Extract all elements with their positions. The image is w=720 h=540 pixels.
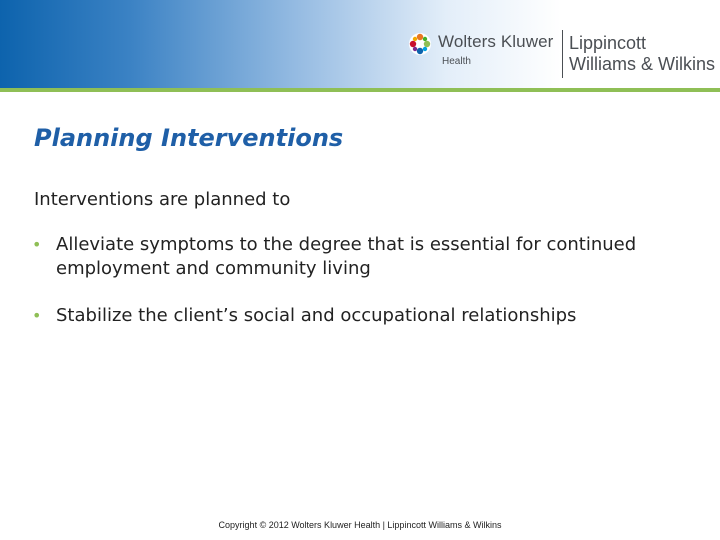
header-rule (0, 88, 720, 92)
bullet-dot-icon: • (32, 235, 42, 254)
slide-title: Planning Interventions (34, 124, 344, 152)
intro-text: Interventions are planned to (34, 189, 291, 210)
bullet-item (32, 304, 712, 328)
bullet-text: Alleviate symptoms to the degree that is essential for continued employment and community living (56, 234, 637, 279)
bullet-text: Stabilize the client’s social and occupational relationships (56, 305, 577, 326)
brand-subtitle: Health (442, 56, 471, 67)
brand-divider (562, 30, 563, 78)
bullet-dot-icon: • (32, 306, 42, 325)
wolters-kluwer-logo-icon (408, 32, 432, 56)
brand-name: Wolters Kluwer (438, 32, 554, 51)
partner-name-line1: Lippincott (569, 33, 647, 53)
bullet-list (32, 233, 712, 351)
bullet-item (32, 233, 712, 281)
footer-copyright: Copyright © 2012 Wolters Kluwer Health | Lippincott Williams & Wilkins (218, 520, 502, 530)
partner-name-line2: Williams & Wilkins (569, 54, 715, 74)
